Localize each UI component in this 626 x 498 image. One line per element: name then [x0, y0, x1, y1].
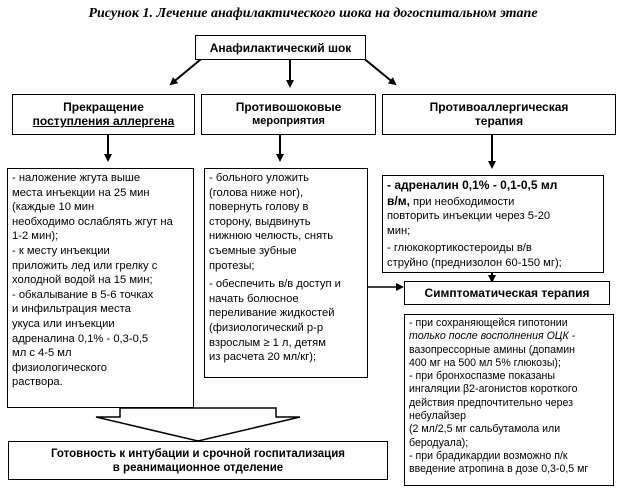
gc-line2: струйно (преднизолон 60-150 мг);	[387, 256, 562, 269]
root-box	[195, 35, 366, 60]
col2-line: начать болюсное	[209, 292, 299, 305]
symptomatic-line: введение атропина в дозе 0,3-0,5 мг	[409, 463, 589, 476]
symptomatic-label: Симптоматическая терапия	[424, 286, 590, 300]
col2-body	[204, 168, 368, 378]
figure-title: Рисунок 1. Лечение анафилактического шока на догоспитальном этапе	[88, 6, 538, 21]
col1-line: мл с 4-5 мл	[12, 347, 72, 360]
symptomatic-italic: только после восполнения ОЦК	[409, 330, 569, 343]
symptomatic-line: - при сохраняющейся гипотонии	[409, 317, 568, 329]
adrenaline-line1	[387, 178, 599, 194]
col2-line: переливание жидкостей	[209, 307, 335, 320]
symptomatic-line	[409, 330, 609, 343]
symptomatic-line: - при брадикардии возможно п/к	[409, 449, 568, 462]
symptomatic-line: вазопрессорные амины (допамин	[409, 343, 576, 356]
symptomatic-rest: -	[568, 330, 576, 343]
adrenaline-bold: - адреналин 0,1% - 0,1-0,5 мл	[387, 178, 558, 192]
col3-header-line2: терапия	[474, 114, 524, 128]
col1-line: необходимо ослаблять жгут на	[12, 215, 173, 228]
col2-line: повернуть голову в	[209, 201, 309, 214]
symptomatic-header	[404, 281, 610, 305]
col1-line: - обкалывание в 5-6 точках	[12, 288, 154, 301]
bottom-box	[8, 441, 388, 480]
col2-line: нижнюю челюсть, снять	[209, 230, 334, 243]
adrenaline-rest: при необходимости	[409, 195, 515, 208]
adrenaline-line3: повторить инъекции через 5-20	[387, 210, 551, 223]
col1-line: (каждые 10 мин	[12, 201, 95, 214]
col2-line: (голова ниже ног),	[209, 186, 304, 199]
symptomatic-line: небулайзер	[409, 410, 467, 423]
col3-header	[382, 94, 616, 135]
col2-header-line2: мероприятия	[252, 115, 325, 127]
col1-line: физиологического	[12, 361, 107, 374]
symptomatic-line: действия предпочтительно через	[409, 396, 573, 409]
bottom-line2: в реанимационное отделение	[112, 462, 284, 474]
col1-line: приложить лед или грелку с	[12, 259, 158, 272]
col1-line: и инфильтрация места	[12, 303, 131, 316]
col2-line: (физиологический р-р	[209, 321, 324, 334]
col1-header-line2: поступления аллергена	[32, 114, 175, 128]
col2-line: протезы;	[209, 259, 255, 272]
col2-line: взрослым ≥ 1 л, детям	[209, 336, 326, 349]
symptomatic-line: беродуала);	[409, 436, 469, 449]
root-label: Анафилактический шок	[209, 41, 352, 55]
col1-line: - наложение жгута выше	[12, 172, 141, 184]
col1-line: укуса или инъекции	[12, 317, 115, 330]
symptomatic-body	[404, 314, 614, 486]
adrenaline-line2	[387, 194, 599, 210]
symptomatic-line: (2 мл/2,5 мг сальбутамола или	[409, 423, 561, 436]
symptomatic-line: 400 мг на 500 мл 5% глюкозы);	[409, 356, 561, 369]
col1-header	[12, 94, 195, 135]
col2-line: - обеспечить в/в доступ и	[209, 278, 341, 291]
col2-line: из расчета 20 мл/кг);	[209, 351, 317, 364]
bottom-line1: Готовность к интубации и срочной госпитализация	[50, 448, 346, 460]
col2-line: съемные зубные	[209, 244, 297, 257]
col1-body	[7, 168, 194, 408]
col1-line: адреналина 0,1% - 0,3-0,5	[12, 332, 149, 345]
adrenaline-bold2: в/м,	[387, 193, 410, 208]
adrenaline-line4: мин;	[387, 224, 411, 237]
col2-line: - больного уложить	[209, 172, 309, 184]
col1-header-line1: Прекращение	[63, 100, 144, 114]
col1-line: раствора.	[12, 376, 63, 389]
col3-header-line1: Противоаллергическая	[429, 100, 569, 114]
col2-line: сторону, выдвинуть	[209, 215, 311, 228]
gc-line1: - глюкокортикостероиды в/в	[387, 242, 532, 255]
col1-line: 1-2 мин);	[12, 230, 59, 243]
col2-header-line1: Противошоковые	[235, 100, 342, 114]
big-down-arrow	[96, 408, 300, 441]
symptomatic-line: - при бронхоспазме показаны	[409, 370, 555, 383]
col1-line: - к месту инъекции	[12, 244, 110, 257]
symptomatic-line: ингаляции β2-агонистов короткого	[409, 383, 578, 396]
col3-body	[382, 175, 604, 273]
col1-line: места инъекции на 25 мин	[12, 186, 150, 199]
col1-line: холодной водой на 15 мин;	[12, 274, 153, 287]
col2-header	[201, 94, 376, 135]
